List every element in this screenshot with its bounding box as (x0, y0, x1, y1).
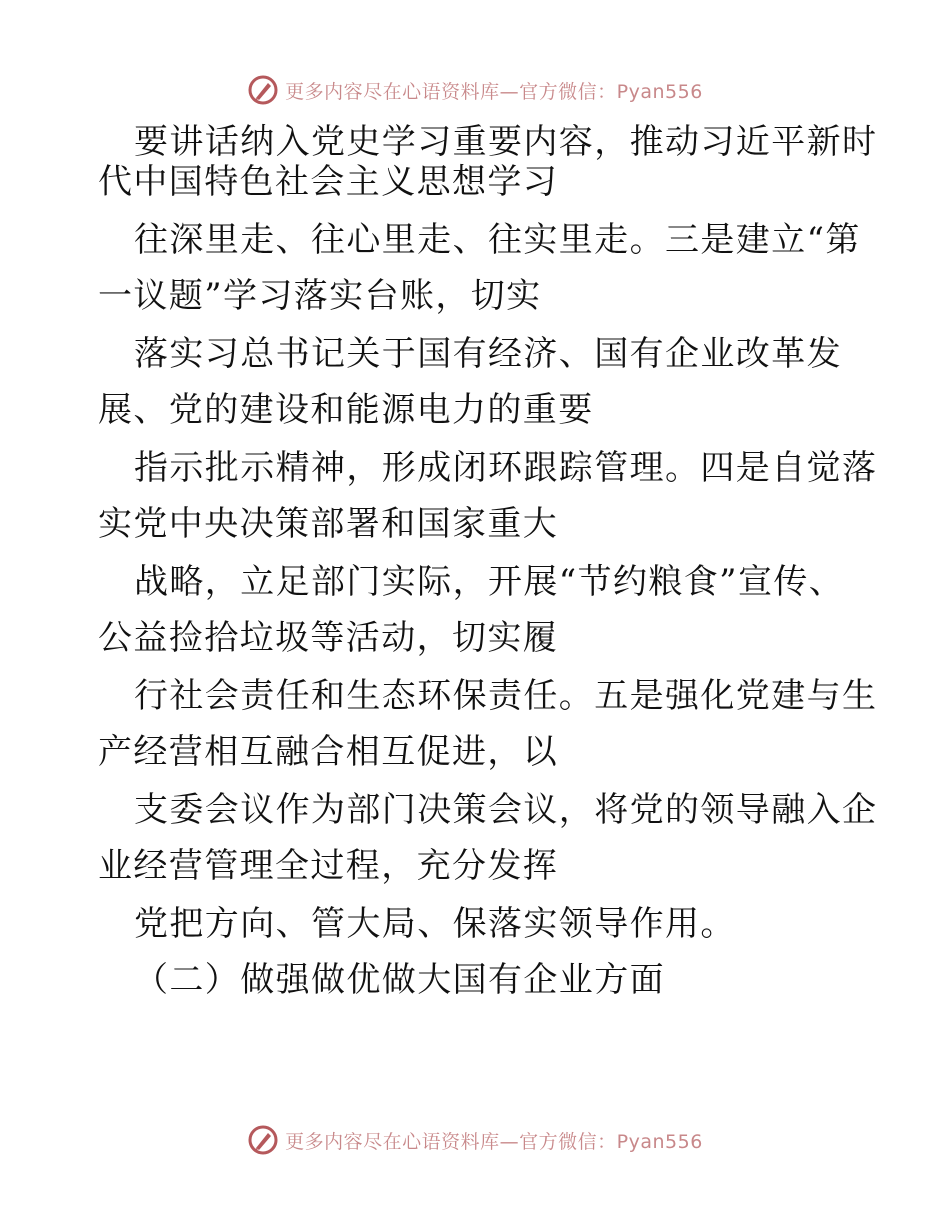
text-line: 战略，立足部门实际，开展“节约粮食”宣传、 (134, 562, 845, 602)
text-line: 一议题”学习落实台账，切实 (98, 276, 542, 316)
text-line: 行社会责任和生态环保责任。五是强化党建与生 (134, 676, 878, 716)
text-line: 指示批示精神，形成闭环跟踪管理。四是自觉落 (134, 448, 878, 488)
text-line: 落实习总书记关于国有经济、国有企业改革发 (134, 334, 842, 374)
text-line: 支委会议作为部门决策会议，将党的领导融入企 (134, 790, 878, 830)
watermark-text: 更多内容尽在心语资料库—官方微信：Pyan556 (285, 1130, 703, 1153)
text-line: 党把方向、管大局、保落实领导作用。 (134, 904, 736, 944)
text-line: 往深里走、往心里走、往实里走。三是建立“第 (134, 220, 861, 260)
text-line: 公益捡拾垃圾等活动，切实履 (98, 618, 559, 658)
pen-seal-icon (247, 1124, 279, 1156)
text-line: 要讲话纳入党史学习重要内容，推动习近平新时 (134, 122, 878, 162)
pen-seal-icon (247, 74, 279, 106)
text-line: 实党中央决策部署和国家重大 (98, 504, 559, 544)
document-body (98, 122, 878, 1000)
text-line: 展、党的建设和能源电力的重要 (98, 390, 594, 430)
text-line: 业经营管理全过程，充分发挥 (98, 846, 559, 886)
text-line: 产经营相互融合相互促进，以 (98, 732, 559, 772)
text-line: 代中国特色社会主义思想学习 (98, 162, 559, 202)
watermark-text: 更多内容尽在心语资料库—官方微信：Pyan556 (285, 80, 703, 103)
watermark-header (0, 74, 950, 106)
section-heading: （二）做强做优做大国有企业方面 (134, 960, 665, 1000)
watermark-footer (0, 1124, 950, 1156)
